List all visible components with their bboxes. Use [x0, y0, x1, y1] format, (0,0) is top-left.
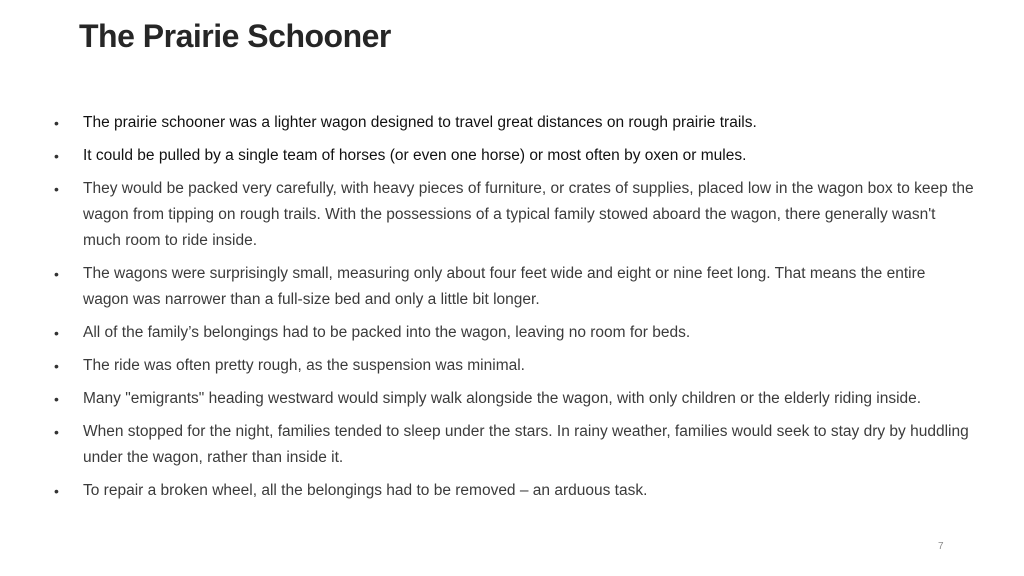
- bullet-text: They would be packed very carefully, with heavy pieces of furniture, or crates of supplies, placed low in the wagon box to keep the wagon from tipping on rough trails. With the possessions of a typical family stowed aboard the wagon, there generally wasn't much room to ride inside.: [83, 180, 974, 249]
- bullet-text: Many "emigrants" heading westward would simply walk alongside the wagon, with only children or the elderly riding inside.: [83, 390, 922, 407]
- bullet-dot-icon: •: [54, 325, 59, 341]
- bullet-dot-icon: •: [54, 148, 59, 164]
- bullet-dot-icon: •: [54, 115, 59, 131]
- bullet-item: [49, 176, 974, 254]
- slide-title: The Prairie Schooner: [79, 18, 391, 54]
- bullet-item: [49, 419, 974, 471]
- bullet-text: The ride was often pretty rough, as the suspension was minimal.: [83, 357, 525, 374]
- bullet-item: [49, 110, 974, 136]
- bullet-text: The wagons were surprisingly small, measuring only about four feet wide and eight or nine feet long. That means the entire wagon was narrower than a full-size bed and only a little bit longer.: [83, 265, 926, 308]
- bullet-item: [49, 386, 974, 412]
- bullet-dot-icon: •: [54, 181, 59, 197]
- bullet-item: [49, 478, 974, 504]
- page-number: 7: [938, 541, 944, 552]
- bullet-list: [49, 110, 974, 511]
- bullet-dot-icon: •: [54, 266, 59, 282]
- bullet-dot-icon: •: [54, 424, 59, 440]
- bullet-text: All of the family’s belongings had to be packed into the wagon, leaving no room for beds.: [83, 324, 691, 341]
- bullet-item: [49, 353, 974, 379]
- bullet-dot-icon: •: [54, 483, 59, 499]
- bullet-dot-icon: •: [54, 358, 59, 374]
- bullet-text: To repair a broken wheel, all the belongings had to be removed – an arduous task.: [83, 482, 648, 499]
- bullet-text: It could be pulled by a single team of horses (or even one horse) or most often by oxen or mules.: [83, 147, 747, 164]
- bullet-item: [49, 320, 974, 346]
- bullet-text: The prairie schooner was a lighter wagon designed to travel great distances on rough prairie trails.: [83, 114, 757, 131]
- bullet-dot-icon: •: [54, 391, 59, 407]
- bullet-item: [49, 143, 974, 169]
- bullet-text: When stopped for the night, families tended to sleep under the stars. In rainy weather, families would seek to stay dry by huddling under the wagon, rather than inside it.: [83, 423, 969, 466]
- bullet-item: [49, 261, 974, 313]
